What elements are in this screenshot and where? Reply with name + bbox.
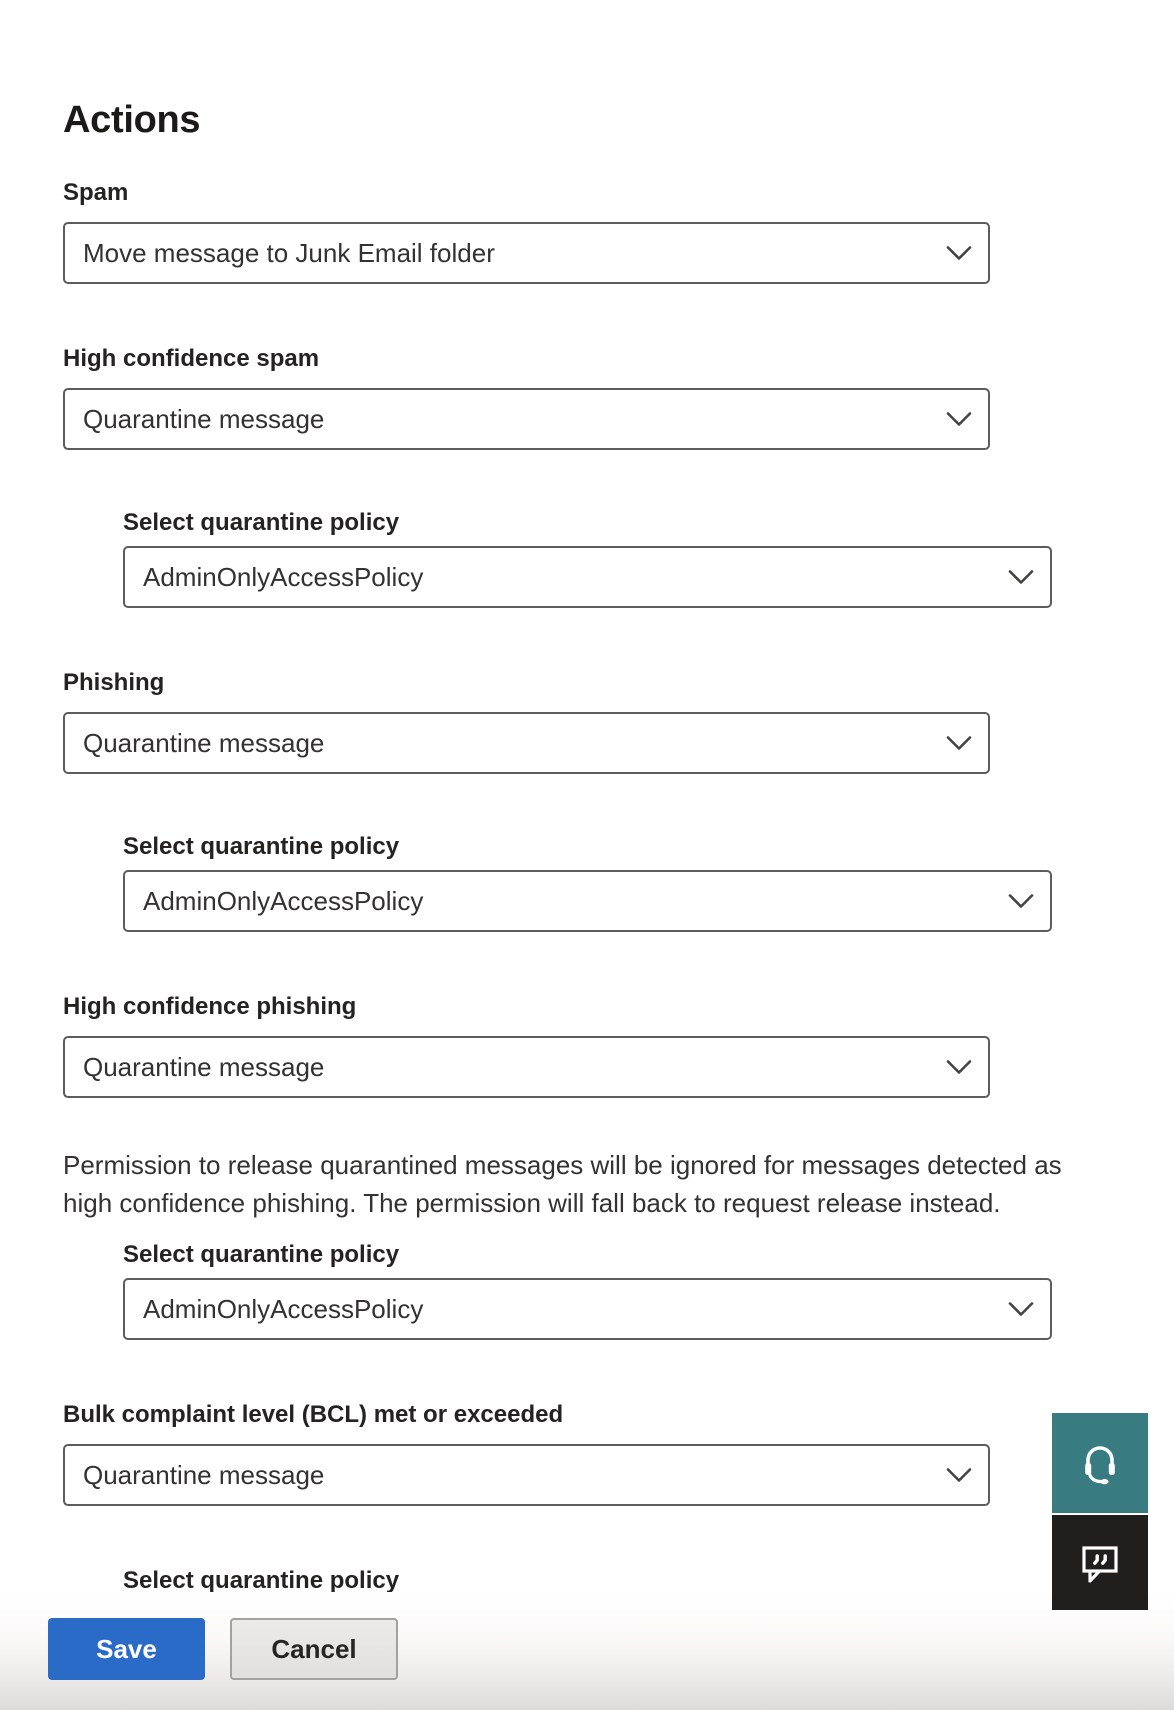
phishing-action-value: Quarantine message bbox=[83, 727, 325, 758]
chevron-down-icon bbox=[946, 246, 972, 261]
chevron-down-icon bbox=[1008, 570, 1034, 585]
high-confidence-phishing-permission-note bbox=[63, 1146, 1153, 1222]
note-line-2: high confidence phishing. The permission will fall back to request release instead. bbox=[63, 1188, 1001, 1218]
spam-action-dropdown[interactable] bbox=[63, 222, 990, 284]
hc-phishing-quarantine-policy-value: AdminOnlyAccessPolicy bbox=[143, 1293, 424, 1324]
chevron-down-icon bbox=[1008, 1302, 1034, 1317]
note-line-1: Permission to release quarantined messages will be ignored for messages detected as bbox=[63, 1150, 1062, 1180]
field-label-spam: Spam bbox=[63, 179, 129, 206]
chevron-down-icon bbox=[1008, 894, 1034, 909]
field-label-select-quarantine-policy-hc-phishing: Select quarantine policy bbox=[123, 1241, 400, 1268]
spam-quarantine-policy-value: AdminOnlyAccessPolicy bbox=[143, 561, 424, 592]
field-label-high-confidence-spam: High confidence spam bbox=[63, 345, 320, 372]
high-confidence-spam-action-value: Quarantine message bbox=[83, 403, 325, 434]
phishing-quarantine-policy-dropdown[interactable] bbox=[123, 870, 1052, 932]
phishing-quarantine-policy-value: AdminOnlyAccessPolicy bbox=[143, 885, 424, 916]
spam-action-value: Move message to Junk Email folder bbox=[83, 237, 495, 268]
cancel-button[interactable]: Cancel bbox=[230, 1618, 398, 1680]
field-label-select-quarantine-policy-phishing: Select quarantine policy bbox=[123, 833, 400, 860]
chevron-down-icon bbox=[946, 1060, 972, 1075]
field-label-high-confidence-phishing: High confidence phishing bbox=[63, 993, 357, 1020]
high-confidence-phishing-action-dropdown[interactable] bbox=[63, 1036, 990, 1098]
high-confidence-phishing-action-value: Quarantine message bbox=[83, 1051, 325, 1082]
high-confidence-spam-action-dropdown[interactable] bbox=[63, 388, 990, 450]
chevron-down-icon bbox=[946, 736, 972, 751]
support-button[interactable] bbox=[1052, 1413, 1148, 1513]
spam-quarantine-policy-dropdown[interactable] bbox=[123, 546, 1052, 608]
field-label-select-quarantine-policy-bcl-clipped: Select quarantine policy bbox=[123, 1567, 400, 1592]
footer-bar bbox=[0, 1592, 1174, 1710]
bcl-action-dropdown[interactable] bbox=[63, 1444, 990, 1506]
chevron-down-icon bbox=[946, 412, 972, 427]
bcl-action-value: Quarantine message bbox=[83, 1459, 325, 1490]
page-title: Actions bbox=[63, 99, 201, 141]
hc-phishing-quarantine-policy-dropdown[interactable] bbox=[123, 1278, 1052, 1340]
feedback-button[interactable] bbox=[1052, 1515, 1148, 1610]
field-label-bcl: Bulk complaint level (BCL) met or exceeded bbox=[63, 1401, 564, 1428]
field-label-select-quarantine-policy-spam: Select quarantine policy bbox=[123, 509, 400, 536]
chevron-down-icon bbox=[946, 1468, 972, 1483]
field-label-phishing: Phishing bbox=[63, 669, 165, 696]
save-button[interactable]: Save bbox=[48, 1618, 205, 1680]
feedback-chat-icon bbox=[1077, 1541, 1123, 1585]
phishing-action-dropdown[interactable] bbox=[63, 712, 990, 774]
headset-icon bbox=[1079, 1439, 1121, 1487]
